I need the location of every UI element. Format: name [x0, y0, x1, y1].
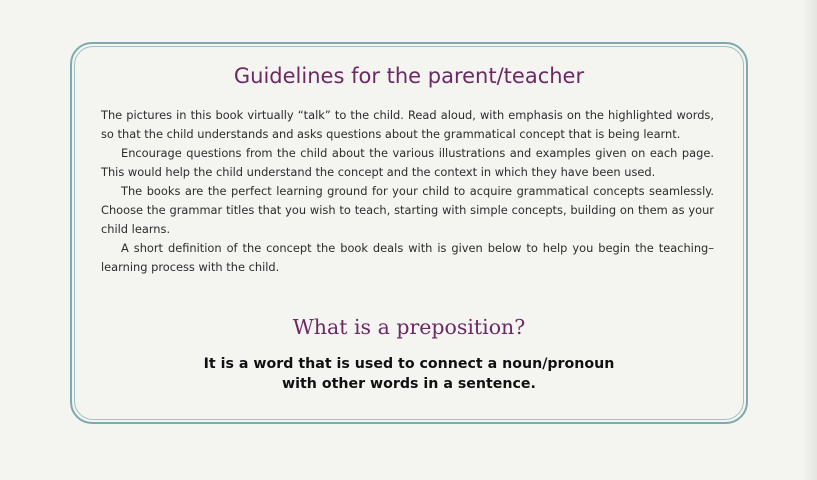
guidelines-heading: Guidelines for the parent/teacher [233, 64, 585, 88]
paragraph-4: A short definition of the concept the book deals with is given below to help you begin the teaching–learning process with the child. [101, 241, 714, 274]
paragraph-2: Encourage questions from the child about the various illustrations and examples given on each page. This would help the child understand the concept and the context in which they have been used. [101, 146, 714, 179]
preposition-definition [120, 354, 698, 394]
definition-line-1: It is a word that is used to connect a noun/pronoun [203, 356, 615, 372]
paragraph-3: The books are the perfect learning ground for your child to acquire grammatical concepts seamlessly. Choose the grammar titles that you wish to teach, starting with simple concepts, building on them as your child learns. [101, 184, 714, 236]
paragraph-1: The pictures in this book virtually “talk” to the child. Read aloud, with emphasis on the highlighted words, so that the child understands and asks questions about the grammatical concept that is being learnt. [101, 108, 714, 141]
page-edge-shadow [803, 0, 817, 480]
definition-line-2: with other words in a sentence. [282, 376, 536, 392]
guidelines-body [101, 106, 714, 277]
preposition-question-heading: What is a preposition? [292, 315, 526, 339]
